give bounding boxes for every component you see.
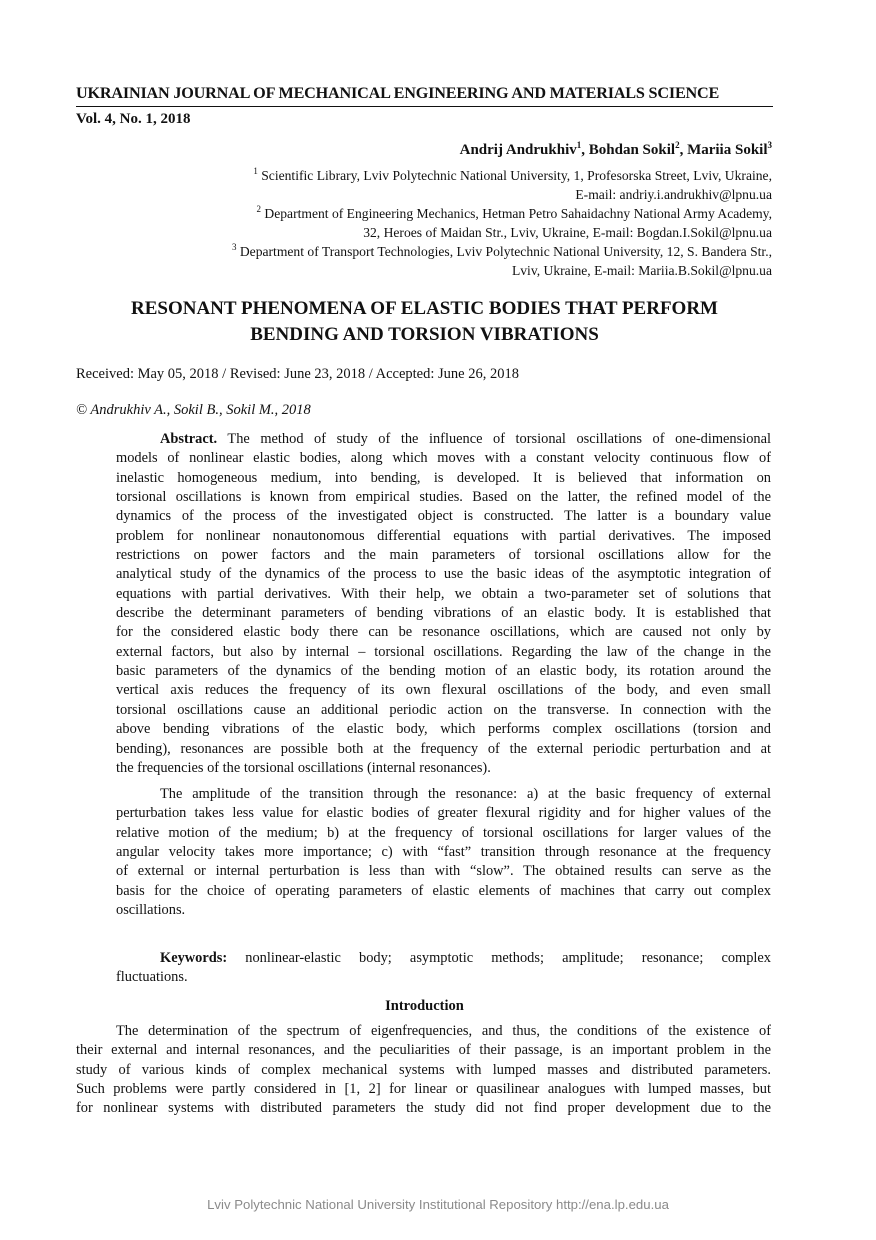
text-line: bending), resonances are possible both at the frequency of the external periodic perturbation and at xyxy=(116,740,771,757)
affiliation-sup: 1 xyxy=(253,166,258,176)
journal-title: UKRAINIAN JOURNAL OF MECHANICAL ENGINEERING AND MATERIALS SCIENCE xyxy=(76,84,720,102)
text-line: study of various kinds of complex mechanical systems with lumped masses and distributed parameters. xyxy=(76,1061,771,1078)
volume-info: Vol. 4, No. 1, 2018 xyxy=(76,111,191,127)
affiliation-line xyxy=(152,242,772,261)
author-name: Andrij Andrukhiv xyxy=(459,142,577,158)
paper-title xyxy=(76,296,773,348)
text-line: above bending vibrations of the elastic body, which performs complex oscillations (torsion and xyxy=(116,721,771,738)
introduction-text xyxy=(76,1022,771,1119)
affiliation-line xyxy=(152,166,772,185)
text-line: for the considered elastic body there can be resonance oscillations, which are caused not only by xyxy=(116,624,771,641)
affiliation-text: Department of Engineering Mechanics, Hetman Petro Sahaidachny National Army Academy, xyxy=(264,206,772,221)
author-sup: 1 xyxy=(576,140,582,150)
affiliation-sup: 3 xyxy=(231,242,237,252)
inline-label: Abstract. xyxy=(160,431,218,447)
text-line: basic parameters of the dynamics of the bending motion of an elastic body, its rotation around the xyxy=(116,663,771,680)
text-line: relative motion of the medium; b) at the frequency of torsional oscillations for larger values of the xyxy=(116,824,771,841)
text-line: models of nonlinear elastic bodies, along which moves with a constant velocity continuous flow of xyxy=(116,450,771,467)
text-line: external factors, but also by internal – torsional oscillations. Regarding the law of the change in the xyxy=(116,643,771,660)
text-line: angular velocity takes more importance; c) with “fast” transition through resonance at the frequency xyxy=(116,844,771,861)
title-line: RESONANT PHENOMENA OF ELASTIC BODIES THAT PERFORM xyxy=(131,298,718,319)
line-text: nonlinear-elastic body; asymptotic methods; amplitude; resonance; complex xyxy=(227,950,771,966)
abstract xyxy=(116,430,771,778)
affiliation-text: Scientific Library, Lviv Polytechnic National University, 1, Profesorska Street, Lviv, Ukraine, xyxy=(261,168,772,183)
text-line: the frequencies of the torsional oscillations (internal resonances). xyxy=(116,759,491,776)
text-line: inelastic homogeneous medium, into bending, is developed. It is believed that information on xyxy=(116,469,771,486)
text-line: vertical axis reduces the frequency of its own flexural oscillations of the body, and even small xyxy=(116,682,771,699)
text-line: describe the determinant parameters of bending vibrations of an elastic body. It is established that xyxy=(116,605,771,622)
received-dates: Received: May 05, 2018 / Revised: June 23, 2018 / Accepted: June 26, 2018 xyxy=(76,366,519,382)
author-sup: 3 xyxy=(767,140,772,150)
text-line: problem for nonlinear nonautonomous differential equations with partial derivatives. The imposed xyxy=(116,527,771,544)
section-heading-introduction: Introduction xyxy=(385,998,464,1014)
text-line: oscillations. xyxy=(116,902,186,919)
author-name: Bohdan Sokil xyxy=(588,142,676,158)
inline-label: Keywords: xyxy=(160,950,228,966)
line-text: The method of study of the influence of torsional oscillations of one-dimensional xyxy=(217,431,771,447)
text-line: fluctuations. xyxy=(116,969,188,986)
affiliation-text: Department of Transport Technologies, Lviv Polytechnic National University, 12, S. Bandera Str., xyxy=(239,244,772,259)
text-line: Such problems were partly considered in [1, 2] for linear or quasilinear analogues with lumped masses, but xyxy=(76,1081,771,1098)
text-line: of external or internal perturbation is less than with “slow”. The obtained results can serve as the xyxy=(116,863,771,880)
text-line: torsional oscillations is known from empirical studies. Based on the latter, the refined model of the xyxy=(116,489,771,506)
text-line: torsional oscillations cause an additional periodic action on the transverse. In connection with the xyxy=(116,701,771,718)
affiliation-line xyxy=(152,204,772,223)
text-line: their external and internal resonances, and the peculiarities of their passage, is an important problem in the xyxy=(76,1042,771,1059)
author-sup: 2 xyxy=(675,140,680,150)
text-line: dynamics of the process of the investigated object is constructed. The latter is a boundary value xyxy=(116,508,771,525)
author-list: Andrij Andrukhiv$^1$, Bohdan Sokil$^2$, Mariia Sokil$^3$ xyxy=(459,140,772,158)
text-line: analytical study of the dynamics of the process to use the basic ideas of the asymptotic integration of xyxy=(116,566,771,583)
text-line: The amplitude of the transition through the resonance: a) at the basic frequency of external xyxy=(160,786,771,802)
text-line: The determination of the spectrum of eigenfrequencies, and thus, the conditions of the existence of xyxy=(116,1023,771,1039)
affiliations xyxy=(152,166,772,280)
text-line xyxy=(116,430,771,449)
author-name: Mariia Sokil xyxy=(687,142,768,158)
text-line: for nonlinear systems with distributed parameters the study did not find proper development due to the xyxy=(76,1100,771,1117)
affiliation-sup: 2 xyxy=(256,204,261,214)
title-line: BENDING AND TORSION VIBRATIONS xyxy=(250,324,599,345)
affiliation-line: 32, Heroes of Maidan Str., Lviv, Ukraine, E-mail: Bogdan.I.Sokil@lpnu.ua xyxy=(363,225,772,240)
text-line: equations with partial derivatives. With their help, we obtain a two-parameter set of solutions that xyxy=(116,585,771,602)
affiliation-line: Lviv, Ukraine, E-mail: Mariia.B.Sokil@lpnu.ua xyxy=(511,263,772,278)
repository-footer: Lviv Polytechnic National University Institutional Repository http://ena.lp.edu.ua xyxy=(207,1197,669,1212)
text-line: restrictions on power factors and the main parameters of torsional oscillations allow for the xyxy=(116,547,771,564)
keywords xyxy=(116,949,771,988)
abstract-paragraph-2 xyxy=(116,785,771,920)
affiliation-line: E-mail: andriy.i.andrukhiv@lpnu.ua xyxy=(575,187,772,202)
copyright: © Andrukhiv A., Sokil B., Sokil M., 2018 xyxy=(76,402,311,418)
text-line: perturbation takes less value for elastic bodies of greater flexural rigidity and for higher values of the xyxy=(116,805,771,822)
text-line xyxy=(116,949,771,968)
header-divider xyxy=(76,106,773,107)
text-line: basis for the choice of operating parameters of elastic elements of machines that carry out complex xyxy=(116,882,771,899)
